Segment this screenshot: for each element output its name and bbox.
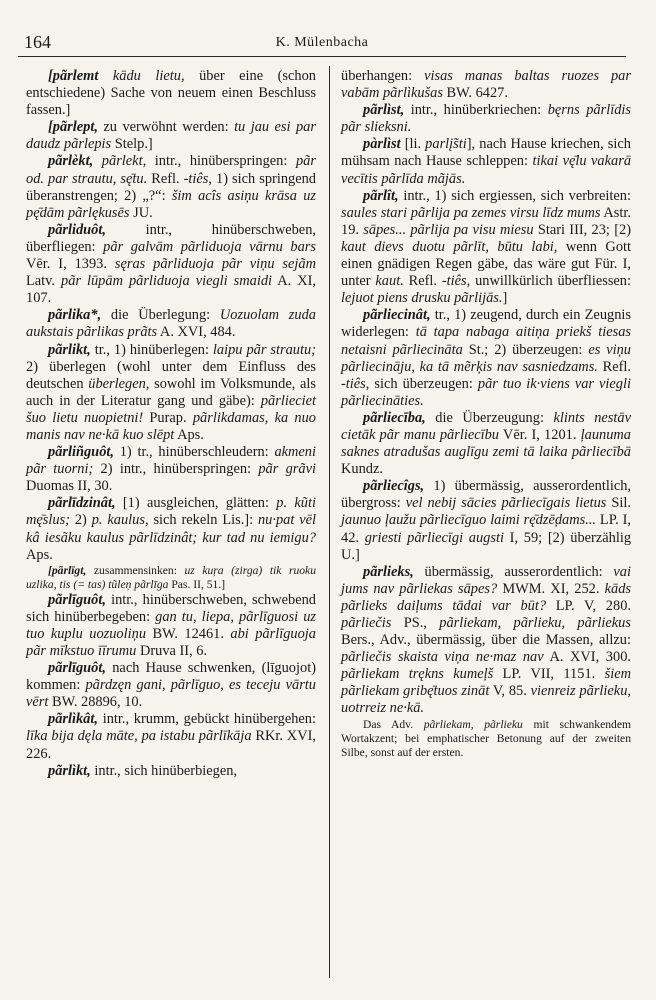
entry-headword: [pãrlept,: [48, 119, 98, 136]
entry-example: es viņu pãrliecināju, ka tā mẽrķis nav sasniedzams.: [341, 341, 631, 375]
left-column: [26, 68, 316, 780]
entry-text: 1) sich springend überanstrengen; 2) „?“:: [26, 170, 316, 204]
entry-example: pãrliečis skaista viņa ne·maz nav: [341, 649, 544, 666]
entry-example: kaut dievs duotu pãrlīt, būtu labi,: [341, 238, 558, 255]
entry-headword: pãrliduôt,: [48, 221, 106, 238]
entry-text: Latv.: [26, 273, 62, 290]
entry-text: 2): [69, 512, 92, 529]
entry-text: BW. 12461.: [146, 625, 231, 642]
running-head: K. Mülenbacha: [275, 35, 369, 50]
entry-text: tr., 1) zeugend, durch ein Zeugnis widerlegen:: [341, 307, 631, 341]
entry-example: saules stari pãrlija pa zemes virsu līdz mums: [341, 204, 601, 221]
entry-headword: pãrliñguôt,: [48, 444, 114, 461]
entry-example: pãr lūpām pãrliduoja viegli smaidi: [61, 273, 273, 290]
dictionary-entry: [26, 119, 316, 153]
entry-text: LP. VII, 1151.: [493, 666, 605, 683]
entry-text: LP. V, 280.: [546, 597, 631, 614]
entry-headword: pãrliecība,: [363, 409, 426, 426]
right-column: [341, 68, 631, 760]
entry-text: intr., hinüberschweben, schwebend sich hinüberbegeben:: [26, 591, 316, 625]
entry-example: šiem pãrliekam gribę̄tuos zināt: [341, 666, 631, 700]
entry-text: 1) tr., hinüberschleudern:: [113, 444, 275, 461]
entry-text: ]: [502, 290, 508, 307]
entry-text: Kundz.: [341, 461, 383, 478]
entry-text: [li.: [400, 136, 426, 153]
entry-headword: [pãrlīgt,: [48, 563, 87, 577]
entry-text: A. XVI, 300.: [543, 649, 631, 666]
entry-example: pãrliečis: [341, 615, 392, 631]
entry-text: Vēr. I, 1201.: [499, 426, 581, 443]
entry-example: vienreiz pãrlieku, uotrreiz ne·kā.: [341, 683, 631, 717]
entry-example: parlį̃sti: [425, 136, 467, 153]
entry-example: bęrns pãrlīdis pãr slieksni.: [341, 102, 631, 136]
entry-text: intr., krumm, gebückt hinübergehen:: [97, 711, 316, 728]
entry-headword: pãrlìst,: [363, 102, 405, 119]
entry-text: überhangen:: [341, 68, 425, 84]
entry-example: šim acîs asiņu krāsa uz pę̄dām pãrlękusēs: [26, 187, 316, 221]
entry-headword: [pãrlemt: [48, 68, 99, 84]
entry-example: tu jau esi par daudz pãrlepis: [26, 119, 316, 153]
entry-example: lejuot piens drusku pãrlijās.: [341, 290, 503, 307]
entry-text: Refl.: [403, 273, 442, 290]
entry-example: tikai vę̄lu vakarā vecītis pãrlīda mãjās.: [341, 153, 632, 187]
entry-example: p. kaulus,: [91, 512, 149, 529]
entry-text: intr., hinüberschweben, überfliegen:: [26, 221, 316, 255]
entry-text: A. XI, 107.: [26, 273, 316, 307]
entry-text: Sil.: [606, 495, 631, 512]
entry-text: mit schwankendem Wortakzent; bei emphatischer Betonung auf der zweiten Silbe, sonst auf der ersten.: [341, 717, 631, 759]
entry-text: JU.: [129, 204, 153, 221]
entry-example: akmeni pãr tuorni;: [26, 444, 316, 478]
entry-example: abi pãrlīguoja pãr mīkstuo īīrumu: [26, 625, 317, 659]
entry-example: ļaunuma saknes atradušas auglīgu zemi tā laika pãrliecībā: [341, 426, 631, 461]
entry-text: Aps.: [26, 546, 53, 563]
dictionary-entry: [341, 188, 631, 308]
entry-headword: pàrlìst: [363, 136, 401, 153]
entry-headword: pãrliecinât,: [363, 307, 431, 324]
entry-text: Purap.: [143, 409, 193, 426]
entry-text: über eine (schon entschiedene) Sache von neuem einen Beschluss fassen.]: [26, 68, 317, 119]
entry-example: griesti pãrliecīgi augsti: [364, 529, 504, 546]
entry-example: pãrliekam trękns kumeļš: [341, 666, 494, 683]
entry-text: St.; 2) überzeugen:: [462, 341, 589, 358]
dictionary-entry: [341, 136, 631, 187]
entry-headword: pãrlieks,: [363, 563, 414, 580]
entry-text: Refl.: [147, 170, 184, 187]
entry-example: tā tapa nabaga aitiņa priekš tiesas netaisni pãrliecināta: [341, 324, 632, 358]
entry-text: unwillkürlich überfliessen:: [470, 273, 632, 290]
entry-text: Bers., Adv., übermässig, über die Massen, allzu:: [341, 632, 631, 649]
entry-text: LP. I, 42.: [341, 512, 631, 546]
entry-text: Druva II, 6.: [136, 643, 208, 659]
entry-example: gan tu, liepa, pãrlīguosi uz tuo kuplu uozuoliņu: [26, 608, 317, 642]
dictionary-entry: [26, 763, 316, 780]
entry-example: vel nebij sācies pãrliecīgais lietus: [405, 495, 607, 512]
entry-example: kādu lietu,: [98, 68, 185, 84]
entry-example: kaut.: [375, 273, 404, 290]
entry-text: wenn Gott einen gnädigen Regen gäbe, das wäre gut Für. I, unter: [341, 238, 632, 290]
entry-text: sich überzeugen:: [369, 375, 478, 392]
entry-text: Pas. II, 51.]: [168, 577, 226, 591]
entry-text: Refl.: [597, 358, 631, 375]
dictionary-entry: [26, 660, 316, 711]
dictionary-entry: [341, 478, 631, 563]
dictionary-entry: [341, 307, 631, 410]
dictionary-entry: [341, 410, 631, 478]
entry-headword: pãrliecîgs,: [363, 478, 425, 495]
dictionary-entry: [26, 444, 316, 495]
entry-headword: pãrlìkt,: [48, 762, 91, 779]
entry-example: nu·pat vēl kâ iesãku kaulus pãrlīdzinât; kur tad nu iemigu?: [26, 512, 317, 546]
page-number: 164: [24, 32, 51, 52]
entry-text: 2) intr., hinüberspringen:: [93, 461, 259, 478]
entry-text: zusammensinken:: [86, 563, 185, 577]
entry-headword: pãrlīguôt,: [48, 591, 106, 608]
dictionary-entry: [26, 711, 316, 762]
entry-example: pãr tuo ik·viens var viegli pãrliecināties.: [341, 375, 631, 409]
entry-example: klints nestāv cietāk pãr manu pãrliecību: [341, 409, 631, 443]
entry-headword: pãrlikt,: [48, 341, 91, 358]
entry-text: übermässig, ausserordentlich:: [413, 563, 614, 580]
entry-example: Uozuolam zuda aukstais pãrlikas prãts: [26, 307, 316, 341]
entry-text: tr., 1) hinüberlegen:: [90, 341, 213, 358]
entry-text: 1) übermässig, ausserordentlich, übergross:: [341, 478, 631, 512]
entry-example: pãrliekam, pãrlieku: [423, 717, 523, 731]
entry-example: jaunuo ļaužu pãrliecīguo laimi rę̄dzē̦dams...: [341, 512, 597, 529]
dictionary-entry: [26, 222, 316, 307]
entry-text: Das Adv.: [363, 717, 424, 731]
entry-text: BW. 6427.: [442, 85, 508, 102]
entry-headword: pãrlît,: [363, 187, 399, 204]
entry-example: pãrlikdamas, ka nuo manis nav ne·kā kuo slēpt: [26, 409, 317, 443]
entry-example: pãr grãvi: [258, 461, 316, 478]
entry-text: Aps.: [174, 426, 204, 443]
dictionary-entry: [341, 564, 631, 718]
entry-example: uz kuŗa (zirga) tik ruoku uzlika, tis (= tas) tũleņ pãrlīga: [26, 563, 317, 591]
entry-example: -tiês,: [441, 273, 471, 290]
entry-example: pãrlieciet šuo lietu nuopietni!: [26, 392, 316, 426]
entry-example: pãrlekt,: [93, 153, 147, 170]
entry-example: visas manas baltas ruozes par vabām pãrlìkušas: [341, 68, 631, 102]
entry-example: p. kũti mę̄slus;: [26, 495, 316, 529]
page-header: [18, 30, 626, 57]
entry-text: intr., 1) sich ergiessen, sich verbreiten:: [398, 187, 631, 204]
dictionary-entry: [26, 342, 316, 445]
entry-text: die Überlegung:: [101, 307, 220, 324]
entry-headword: pãrlèkt,: [48, 153, 94, 170]
entry-text: intr., sich hinüberbiegen,: [90, 762, 238, 779]
entry-headword: pãrlìkât,: [48, 711, 98, 728]
entry-text: Stelp.]: [111, 136, 153, 153]
entry-headword: pãrlīguôt,: [48, 660, 106, 677]
entry-headword: pãrlika*,: [48, 307, 102, 324]
entry-example: līka bija dęla māte, pa istabu pãrlīkāja: [26, 728, 252, 745]
column-divider: [329, 66, 330, 978]
entry-text: 2) überlegen (wohl unter dem Einfluss des deutschen: [26, 358, 316, 392]
entry-text: zu verwöhnt werden:: [97, 119, 235, 136]
entry-headword: pãrlīdzinât,: [48, 495, 116, 512]
entry-example: pãr od. par strautu, sę̄tu.: [26, 153, 316, 187]
entry-example: laipu pãr strautu;: [212, 341, 316, 358]
entry-example: vai jums nav pãrliekas sāpes?: [341, 563, 631, 597]
entry-example: -tiês,: [341, 375, 370, 392]
dictionary-entry: [26, 592, 316, 660]
entry-text: intr., hinüberspringen:: [146, 153, 296, 170]
entry-example: überlegen,: [88, 375, 150, 392]
entry-text: intr., hinüberkriechen:: [404, 102, 548, 119]
entry-example: pãrdzęn gani, pãrlīguo, es teceju vārtu vērt: [26, 677, 316, 711]
dictionary-entry: [26, 307, 316, 341]
entry-text: I, 59; [2) überzählig U.]: [341, 529, 632, 563]
entry-text: Vēr. I, 1393.: [26, 256, 115, 273]
entry-text: RKr. XVI, 226.: [26, 728, 316, 762]
entry-text: sich rekeln Lis.]:: [148, 512, 258, 529]
entry-text: nach Hause schwenken, (līguojot) kommen:: [26, 660, 316, 694]
dictionary-entry: [341, 102, 631, 136]
entry-text: BW. 28896, 10.: [48, 694, 143, 711]
entry-text: V, 85.: [489, 683, 531, 700]
dictionary-entry: [341, 68, 631, 102]
entry-text: Astr. 19.: [341, 204, 631, 238]
entry-example: kāds pãrlieks daiļums tādai var būt?: [341, 580, 631, 614]
dictionary-entry: [26, 68, 316, 119]
entry-example: sęras pãrliduoja pãr viņu sejãm: [114, 256, 316, 273]
dictionary-entry: [26, 495, 316, 563]
dictionary-entry: [341, 718, 631, 760]
dictionary-entry: [26, 153, 316, 221]
entry-example: pãrliekam, pãrlieku, pãrliekus: [439, 615, 631, 631]
entry-text: Stari III, 23; [2): [533, 221, 631, 238]
entry-text: PS.,: [391, 615, 440, 631]
entry-text: die Überzeugung:: [425, 409, 554, 426]
entry-text: ], nach Hause kriechen, sich mühsam nach Hause schleppen:: [341, 136, 631, 170]
entry-text: A. XVI, 484.: [157, 324, 236, 341]
entry-text: Duomas II, 30.: [26, 478, 113, 495]
entry-example: pãr galvām pãrliduoja vārnu bars: [103, 238, 316, 255]
dictionary-entry: [26, 564, 316, 592]
entry-text: [1) ausgleichen, glätten:: [115, 495, 277, 512]
entry-text: MWM. XI, 252.: [497, 580, 605, 597]
entry-text: sowohl im Volksmunde, als auch in der Literatur gang und gäbe):: [26, 375, 316, 409]
entry-example: -tiês,: [183, 170, 212, 187]
entry-example: sāpes... pãrlija pa visu miesu: [363, 221, 534, 238]
